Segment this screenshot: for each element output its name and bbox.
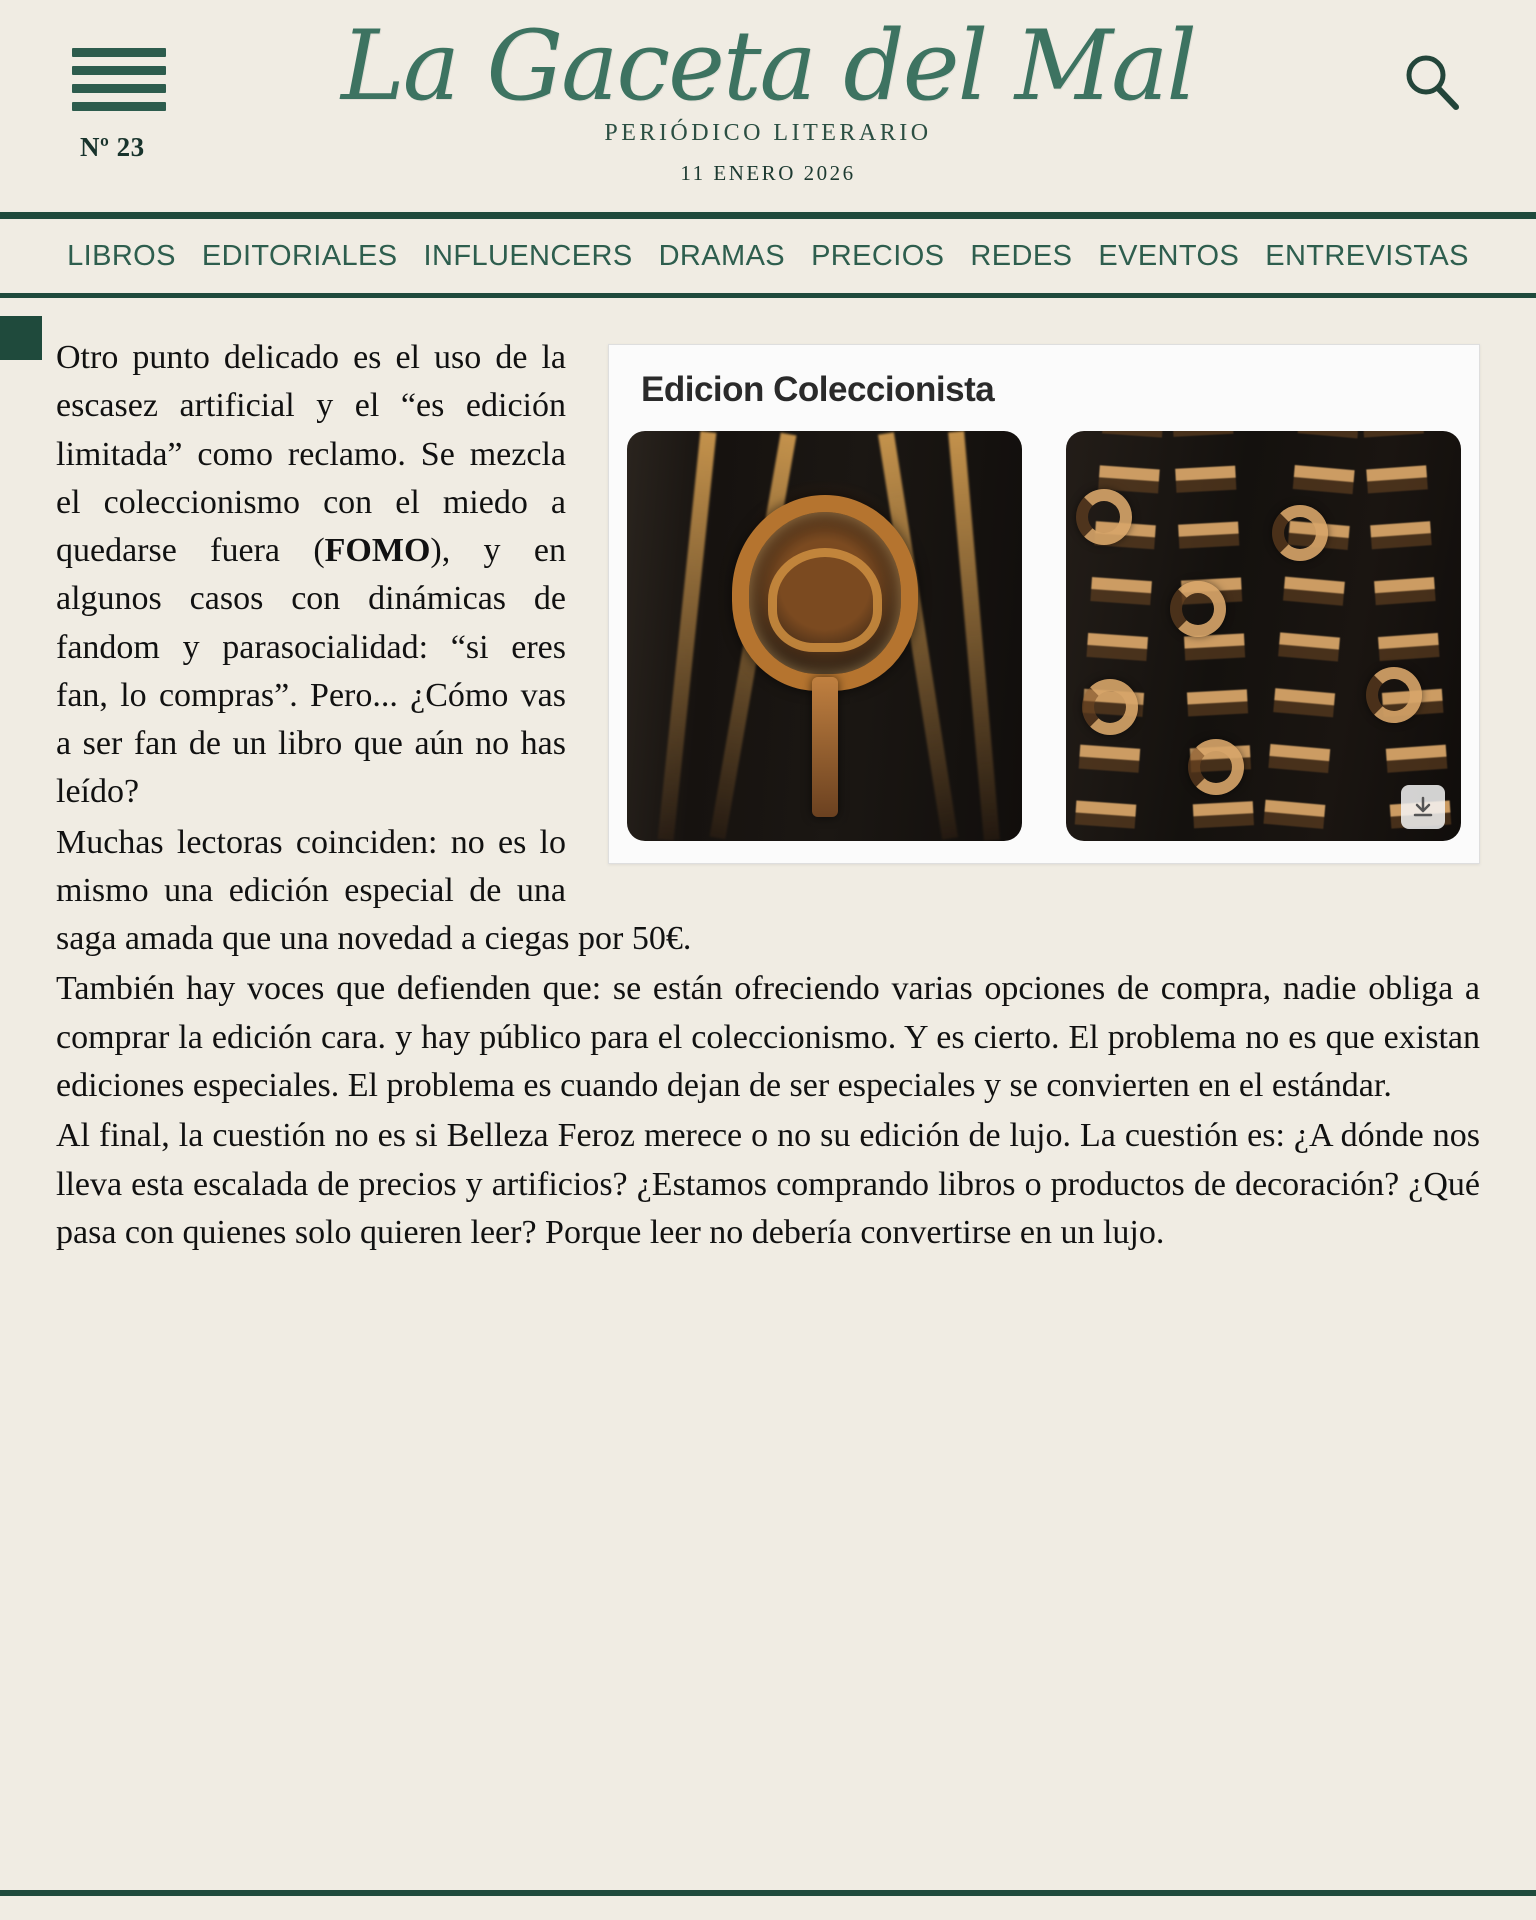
photo-detail: [1272, 505, 1328, 561]
brand-subtitle: PERIÓDICO LITERARIO: [604, 120, 932, 146]
photo-detail: [732, 495, 918, 691]
footer-divider: [0, 1890, 1536, 1896]
nav-item-influencers[interactable]: INFLUENCERS: [423, 239, 633, 272]
nav-item-dramas[interactable]: DRAMAS: [658, 239, 786, 272]
photo-detail: [1260, 431, 1361, 841]
nav-item-libros[interactable]: LIBROS: [67, 239, 176, 272]
article-paragraph-4: Al final, la cuestión no es si Belleza Feroz merece o no su edición de lujo. La cuestión es: ¿A dónde nos lleva esta escalada de precios y artificios? ¿Estamos comprando libros o productos de decoración? ¿Qué pasa con quienes solo quieren leer? Porque leer no debería convertirse en un lujo.: [56, 1117, 1480, 1251]
article-figure[interactable]: [608, 344, 1480, 864]
nav-item-editoriales[interactable]: EDITORIALES: [201, 239, 398, 272]
photo-detail: [1170, 581, 1226, 637]
accent-tab: [0, 316, 42, 360]
paragraph-1-start: Otro punto delicado es el uso de la escasez artificial y el “es edición limitada” como reclamo. Se mezcla el coleccionismo con el miedo a quedarse fuera (: [56, 339, 566, 570]
photo-detail: [658, 431, 717, 840]
download-icon[interactable]: [1401, 785, 1445, 829]
book-cover-clasp-photo[interactable]: [627, 431, 1022, 841]
brand-block: [0, 10, 1536, 186]
masthead: [0, 0, 1536, 212]
photo-detail: [1366, 667, 1422, 723]
article-body: [0, 298, 1536, 1920]
nav-divider-top: [0, 212, 1536, 219]
photo-detail: [812, 677, 838, 817]
nav-item-eventos[interactable]: EVENTOS: [1098, 239, 1240, 272]
article-paragraph-2: Muchas lectoras coinciden: no es lo mismo una edición especial de una saga amada que una novedad a ciegas por 50€.: [56, 823, 692, 958]
book-cover-embroidery-photo[interactable]: [1066, 431, 1461, 841]
nav-item-precios[interactable]: PRECIOS: [811, 239, 945, 272]
photo-detail: [1362, 431, 1455, 841]
issue-date: 11 ENERO 2026: [680, 161, 856, 185]
photo-detail: [1076, 489, 1132, 545]
article-text: [56, 334, 1480, 1257]
main-nav: [0, 219, 1536, 293]
figure-caption: Edicion Coleccionista: [641, 370, 995, 409]
nav-item-entrevistas[interactable]: ENTREVISTAS: [1265, 239, 1469, 272]
paragraph-1-emphasis: FOMO: [324, 532, 431, 570]
nav-item-redes[interactable]: REDES: [970, 239, 1073, 272]
page-title: La Gaceta del Mal: [340, 10, 1196, 122]
paragraph-1-end: ), y en algunos casos con dinámicas de fandom y parasocialidad: “si eres fan, lo compras”. Pero... ¿Cómo vas a ser fan de un libro que aún no has leído?: [56, 532, 566, 811]
article-paragraph-3: También hay voces que defienden que: se están ofreciendo varias opciones de compra, nadie obliga a comprar la edición cara. y hay público para el coleccionismo. Y es cierto. El problema no es que existan ediciones especiales. El problema es cuando dejan de ser especiales y se convierten en el estándar.: [56, 970, 1480, 1104]
photo-detail: [1188, 739, 1244, 795]
issue-number: Nº 23: [80, 132, 145, 162]
search-icon[interactable]: [1400, 50, 1462, 112]
photo-detail: [1082, 679, 1138, 735]
figure-images: [627, 431, 1461, 841]
photo-detail: [948, 431, 1000, 841]
